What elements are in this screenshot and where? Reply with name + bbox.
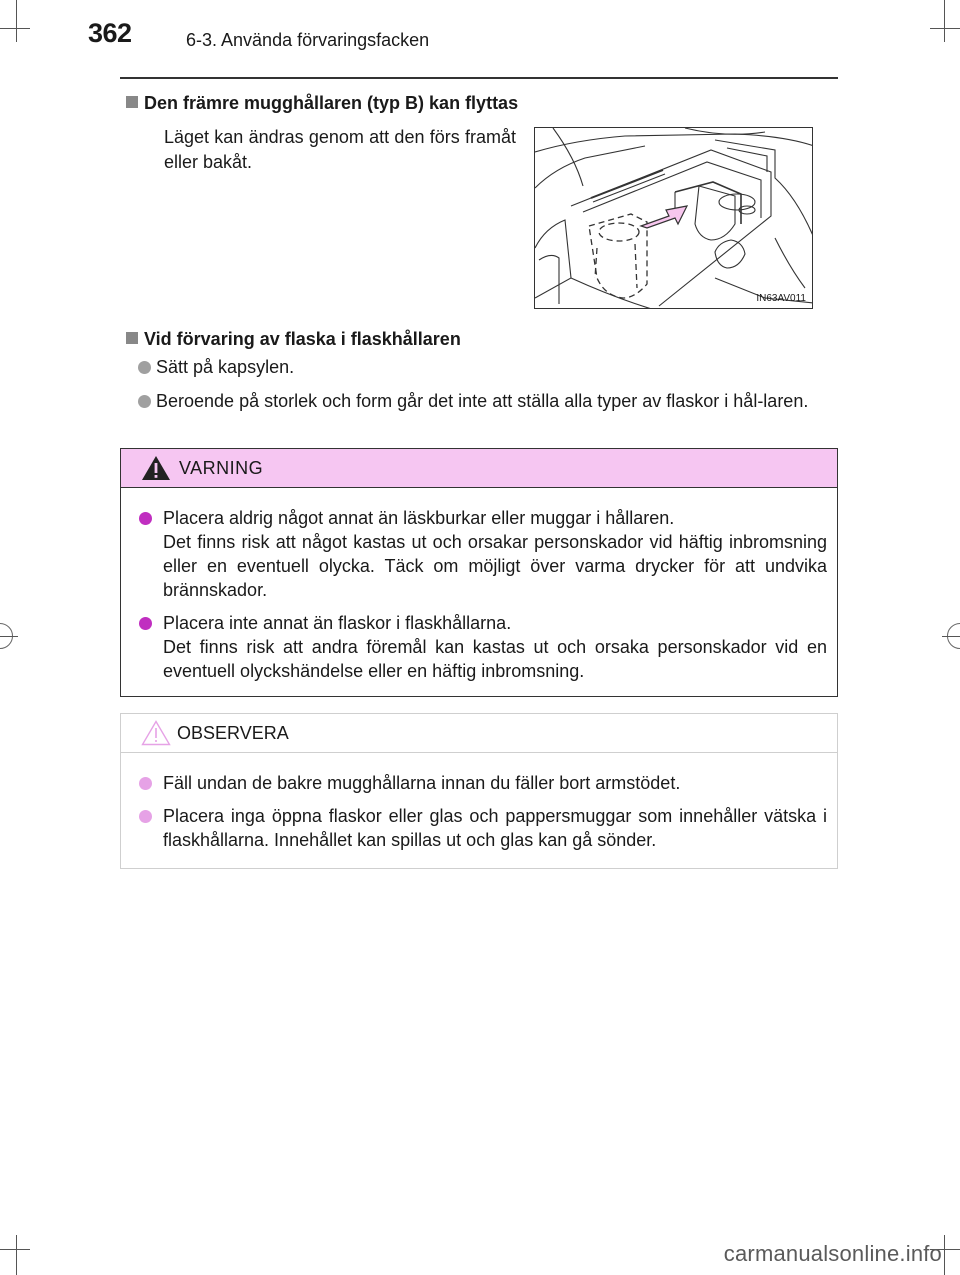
front-holder-paragraph: Läget kan ändras genom att den förs framåt eller bakåt. — [164, 127, 516, 172]
warning-header — [121, 449, 837, 488]
warning-lead: Placera aldrig något annat än läskburkar eller muggar i hållaren. — [163, 508, 675, 528]
figure-code: IN63AV011 — [756, 293, 806, 304]
cupholder-illustration — [535, 128, 813, 309]
list-item: Fäll undan de bakre mugghållarna innan du fäller bort armstödet. — [131, 771, 827, 795]
list-item: Sätt på kapsylen. — [120, 355, 828, 380]
warning-list — [121, 488, 837, 683]
watermark: carmanualsonline.info — [723, 1241, 942, 1266]
warning-lead: Placera inte annat än flaskor i flaskhållarna. — [163, 613, 512, 633]
list-item: Placera inga öppna flaskor eller glas och pappersmuggar som innehåller vätska i flaskhållarna. Innehållet kan spillas ut och glas kan gå sönder. — [131, 804, 827, 852]
square-bullet-icon — [126, 332, 138, 344]
warning-triangle-icon — [141, 455, 171, 481]
square-bullet-icon — [126, 96, 138, 108]
crop-mark — [16, 0, 17, 42]
notice-header — [121, 714, 837, 753]
notice-list — [121, 753, 837, 852]
list-item — [131, 506, 827, 602]
bullet-dot-icon — [139, 810, 152, 823]
warning-detail: Det finns risk att andra föremål kan kastas ut och orsaka personskador vid en eventuell olyckshändelse eller en häftig inbromsning. — [163, 637, 827, 681]
notice-box — [120, 713, 838, 869]
crop-mark — [0, 28, 30, 29]
direction-arrow-icon — [641, 206, 687, 228]
warning-box — [120, 448, 838, 697]
caution-triangle-icon — [141, 720, 171, 746]
crop-mark — [942, 636, 960, 637]
crop-mark — [0, 1249, 30, 1250]
front-holder-text — [164, 125, 516, 175]
list-item — [131, 611, 827, 683]
bullet-dot-icon — [139, 777, 152, 790]
crop-mark — [16, 1235, 17, 1275]
cupholder-figure — [534, 127, 813, 309]
crop-mark — [944, 1235, 945, 1275]
warning-detail: Det finns risk att något kastas ut och orsakar personskador vid häftig inbromsning eller en eventuell olycka. Täck om möjligt över varma drycker för att undvika brännskador. — [163, 532, 827, 600]
bullet-dot-icon — [139, 617, 152, 630]
page-number: 362 — [88, 18, 132, 48]
header-rule — [120, 77, 838, 79]
running-head: 6-3. Använda förvaringsfacken — [186, 30, 430, 50]
list-item: Beroende på storlek och form går det inte att ställa alla typer av flaskor i hål-laren. — [120, 389, 828, 414]
notice-label: OBSERVERA — [177, 723, 289, 743]
section-heading-bottle: Vid förvaring av flaska i flaskhållaren — [126, 329, 461, 350]
bullet-dot-icon — [138, 395, 151, 408]
bottle-bullet-list — [120, 355, 828, 414]
crop-mark — [930, 28, 960, 29]
bullet-dot-icon — [138, 361, 151, 374]
warning-label: VARNING — [179, 458, 264, 478]
bullet-dot-icon — [139, 512, 152, 525]
crop-mark — [0, 636, 18, 637]
crop-mark — [944, 0, 945, 42]
section-heading-front-holder: Den främre mugghållaren (typ B) kan flyttas — [126, 93, 518, 114]
